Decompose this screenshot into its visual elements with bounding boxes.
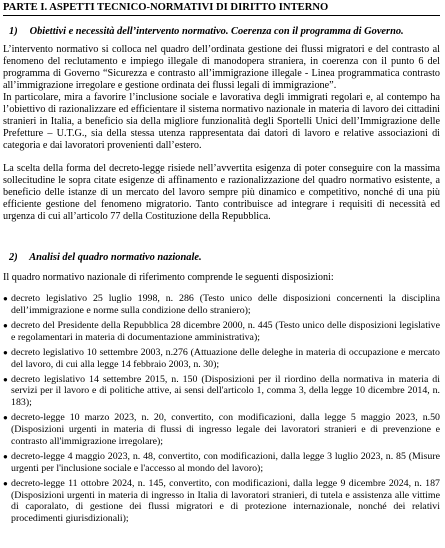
list-item [3, 451, 440, 474]
bullet-icon: ● [3, 294, 8, 303]
list-item-text: decreto-legge 4 maggio 2023, n. 48, convertito, con modificazioni, dalla legge 3 luglio 2023, n. 85 (Misure urgenti per l'inclusione sociale e l'accesso al mondo del lavoro); [11, 450, 440, 474]
section-2-title: Analisi del quadro normativo nazionale. [29, 252, 202, 263]
section-1-number: 1) [9, 26, 18, 37]
list-item-text: decreto legislativo 10 settembre 2003, n.276 (Attuazione delle deleghe in materia di occupazione e mercato del lavoro, di cui alla legge 14 febbraio 2003, n. 30); [11, 346, 440, 370]
list-item [3, 374, 440, 409]
part-title: PARTE I. ASPETTI TECNICO-NORMATIVI DI DIRITTO INTERNO [3, 2, 329, 13]
list-item-text: decreto-legge 11 ottobre 2024, n. 145, convertito, con modificazioni, dalla legge 9 dicembre 2024, n. 187 (Disposizioni urgenti in materia di ingresso in Italia di lavoratori stranieri, di tutela e assistenza alle vittime di caporalato, di gestione dei flussi migratori e di protezione internazionale, nonché dei relativi procedimenti giurisdizionali); [11, 477, 440, 524]
list-item-text: decreto del Presidente della Repubblica 28 dicembre 2000, n. 445 (Testo unico delle disposizioni legislative e regolamentari in materia di documentazione amministrativa); [11, 319, 440, 343]
paragraph-3: La scelta della forma del decreto-legge risiede nell’avvertita esigenza di poter conseguire con la massima sollecitudine le sopra citate esigenze di affinamento e razionalizzazione del quadro normativo esistente, a beneficio delle istanze di un mercato del lavoro sempre più dinamico e competitivo, nonché di una più efficiente gestione del fenomeno migratorio. Tanto contribuisce ad integrare i requisiti di necessità ed urgenza di cui all’articolo 77 della Costituzione della Repubblica. [3, 163, 440, 222]
list-item [3, 478, 440, 525]
bullet-icon: ● [3, 374, 8, 384]
list-item [3, 293, 440, 316]
paragraph-2: In particolare, mira a favorire l’inclusione sociale e lavorativa degli immigrati regolari e, al contempo ha l’obiettivo di razionalizzare ed efficientare il sistema normativo nazionale in materia di lavoro dei cittadini stranieri in Italia, a beneficio sia della migliore funzionalità degli Sportelli Unici dell’Immigrazione delle Prefetture – U.T.G., sia della stessa utenza rappresentata dai datori di lavoro e relative associazioni di categoria e dai lavoratori provenienti dall’estero. [3, 92, 440, 151]
list-item-text: decreto legislativo 14 settembre 2015, n. 150 (Disposizioni per il riordino della normativa in materia di servizi per il lavoro e di politiche attive, ai sensi dell'articolo 1, comma 3, della legge 10 dicembre 2014, n. 183); [11, 373, 440, 409]
section-1-heading [3, 25, 440, 38]
legislation-list [3, 293, 440, 528]
bullet-icon: ● [3, 320, 8, 330]
list-item [3, 347, 440, 370]
bullet-icon: ● [3, 347, 8, 357]
title-underline [3, 15, 440, 16]
section-2-number: 2) [9, 252, 18, 263]
list-item [3, 320, 440, 343]
bullet-icon: ● [3, 451, 8, 461]
list-item [3, 412, 440, 447]
section-2-heading [3, 251, 440, 264]
bullet-icon: ● [3, 478, 8, 488]
list-item-text: decreto legislativo 25 luglio 1998, n. 286 (Testo unico delle disposizioni concernenti la disciplina dell’immigrazione e norme sulla condizione dello straniero); [11, 293, 440, 316]
bullet-icon: ● [3, 413, 8, 423]
paragraph-1: L’intervento normativo si colloca nel quadro dell’ordinata gestione dei flussi migratori e del contrasto al fenomeno del reclutamento e impiego illegale di manodopera straniera, in coerenza con il punto 6 del programma di Governo “Sicurezza e contrasto all’immigrazione illegale - Linea programmatica contrasto all’immigrazione irregolare e gestione ordinata dei flussi legali di immigrazione”. [3, 44, 440, 91]
paragraph-intro-list: Il quadro normativo nazionale di riferimento comprende le seguenti disposizioni: [3, 272, 334, 283]
list-item-text: decreto-legge 10 marzo 2023, n. 20, convertito, con modificazioni, dalla legge 5 maggio 2023, n.50 (Disposizioni urgenti in materia di flussi di ingresso legale dei lavoratori stranieri e di prevenzione e contrasto all'immigrazione irregolare); [11, 412, 440, 447]
section-1-title: Obiettivi e necessità dell’intervento normativo. Coerenza con il programma di Governo. [29, 26, 404, 37]
